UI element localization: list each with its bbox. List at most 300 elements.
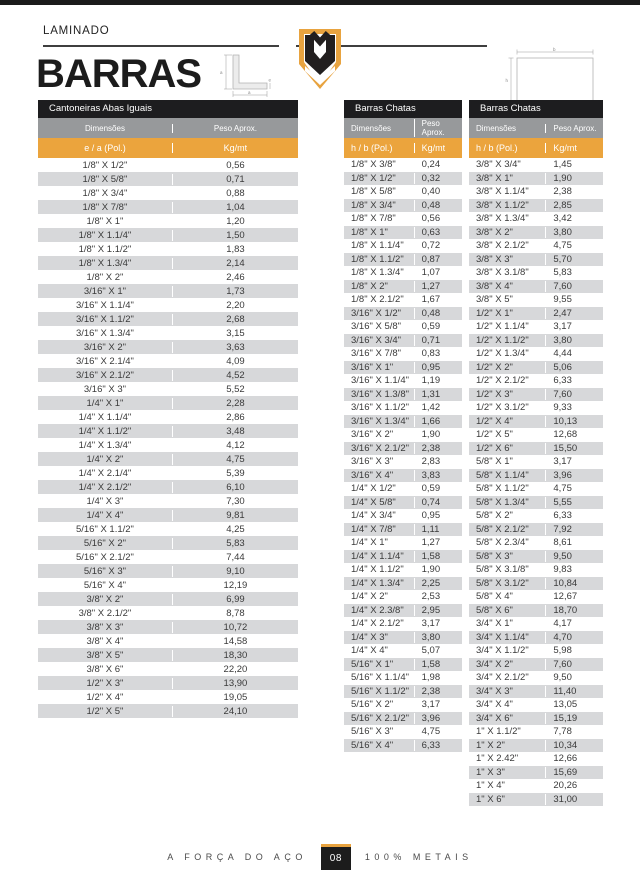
table-row [344,671,462,685]
weight-cell: 1,31 [414,389,462,400]
weight-cell: 0,87 [414,254,462,265]
table-title: Barras Chatas [469,100,603,118]
table-row [344,428,462,442]
table-row [38,508,298,522]
weight-cell: 4,09 [172,356,298,367]
weight-cell: 4,75 [414,726,462,737]
table-body [38,158,298,718]
dimension-cell: 1/8" X 1.3/4" [78,257,132,269]
brand-logo [297,27,343,91]
weight-cell: 15,19 [545,713,603,724]
angle-profile-diagram [213,50,273,100]
dimension-cell: 1/8" X 1/2" [82,159,128,171]
weight-cell: 1,20 [172,216,298,227]
weight-cell: 6,33 [545,510,603,521]
dimension-cell: 5/16" X 1.1/2" [75,523,134,535]
table-row [469,307,603,321]
dimension-cell: 5/8" X 6" [476,604,513,616]
weight-cell: 0,88 [172,188,298,199]
weight-cell: 2,85 [545,200,603,211]
dimension-cell: 3/4" X 3" [476,685,513,697]
dimension-cell: 3/8" X 2.1/2" [476,240,529,252]
weight-cell: 9,83 [545,564,603,575]
table-row [38,186,298,200]
weight-cell: 6,33 [414,740,462,751]
weight-cell: 1,66 [414,416,462,427]
dimension-cell: 1/8" X 1.1/2" [351,253,404,265]
dimension-cell: 1/4" X 7/8" [351,523,396,535]
weight-cell: 5,83 [545,267,603,278]
dimension-cell: 1/8" X 1.1/4" [351,240,404,252]
dimension-cell: 3/4" X 4" [476,699,513,711]
weight-cell: 1,42 [414,402,462,413]
dimension-cell: 5/8" X 2.3/4" [476,537,529,549]
table-row [344,158,462,172]
dimension-cell: 1/4" X 2.1/2" [351,618,404,630]
weight-cell: 0,71 [414,335,462,346]
dimension-cell: 3/16" X 2.1/2" [351,442,409,454]
dimension-cell: 3/16" X 1.3/4" [75,327,134,339]
table-row [469,698,603,712]
table-row [344,509,462,523]
dimension-cell: 5/8" X 4" [476,591,513,603]
table-row [469,239,603,253]
dimension-cell: 5/8" X 2" [476,510,513,522]
weight-cell: 0,24 [414,159,462,170]
table-row [344,361,462,375]
dimension-cell: 1/4" X 3" [351,631,388,643]
angle-thickness-label: e [268,77,272,83]
weight-cell: 2,38 [545,186,603,197]
table-row [469,671,603,685]
weight-cell: 3,17 [545,456,603,467]
dimension-cell: 5/16" X 3" [351,726,394,738]
dimension-cell: 5/16" X 2.1/2" [351,712,409,724]
weight-cell: 8,78 [172,608,298,619]
dimension-cell: 3/16" X 3" [351,456,394,468]
weight-cell: 0,95 [414,362,462,373]
dimension-cell: 3/8" X 4" [86,635,124,647]
table-row [469,428,603,442]
table-row [344,563,462,577]
page-number-badge: 08 [321,844,351,870]
table-row [38,228,298,242]
table-row [469,442,603,456]
table-row [469,401,603,415]
table-row [38,634,298,648]
table-row [469,766,603,780]
weight-cell: 2,28 [172,398,298,409]
table-row [344,226,462,240]
weight-cell: 9,33 [545,402,603,413]
weight-cell: 0,48 [414,200,462,211]
dimension-cell: 5/8" X 3.1/8" [476,564,529,576]
dimension-cell: 3/8" X 5" [86,649,124,661]
table-row [469,658,603,672]
weight-cell: 14,58 [172,636,298,647]
table-row [344,266,462,280]
dimension-cell: 3/16" X 3" [83,383,127,395]
weight-cell: 1,90 [545,173,603,184]
dimension-cell: 1/2" X 1" [476,307,513,319]
dimension-cell: 3/4" X 1.1/4" [476,631,529,643]
weight-cell: 7,60 [545,659,603,670]
weight-cell: 4,70 [545,632,603,643]
table-row [38,354,298,368]
table-row [38,396,298,410]
footer-slogan-right: 100% METAIS [364,852,473,862]
weight-cell: 1,90 [414,429,462,440]
table-row [344,442,462,456]
table-row [469,347,603,361]
weight-cell: 1,83 [172,244,298,255]
top-accent-bar [0,0,640,5]
weight-cell: 4,75 [545,240,603,251]
table-row [469,725,603,739]
unit-header-weight: Kg/mt [414,143,462,153]
dimension-cell: 3/16" X 1.3/4" [351,415,409,427]
table-row [344,725,462,739]
weight-cell: 4,25 [172,524,298,535]
weight-cell: 4,75 [545,483,603,494]
weight-cell: 3,96 [545,470,603,481]
flat-bars-table-2 [469,100,603,806]
column-header-dimensions: Dimensões [476,123,517,133]
flatbar-width-label: b [553,47,556,52]
dimension-cell: 1/2" X 5" [476,429,513,441]
table-row [344,523,462,537]
table-row [469,523,603,537]
dimension-cell: 3/16" X 1.1/4" [75,299,134,311]
table-row [469,226,603,240]
weight-cell: 9,50 [545,551,603,562]
table-row [344,604,462,618]
weight-cell: 1,27 [414,281,462,292]
table-row [469,536,603,550]
dimension-cell: 5/8" X 1.3/4" [476,496,529,508]
dimension-cell: 3/16" X 4" [351,469,394,481]
dimension-cell: 1" X 2" [476,739,505,751]
table-row [344,347,462,361]
weight-cell: 8,61 [545,537,603,548]
dimension-cell: 5/8" X 1.1/4" [476,469,529,481]
weight-cell: 3,63 [172,342,298,353]
table-row [38,480,298,494]
table-row [469,185,603,199]
weight-cell: 2,46 [172,272,298,283]
table-row [344,401,462,415]
table-row [344,307,462,321]
footer [0,844,640,870]
dimension-cell: 1/2" X 1.1/4" [476,321,529,333]
weight-cell: 4,17 [545,618,603,629]
dimension-cell: 3/16" X 1.1/2" [75,313,134,325]
dimension-cell: 1/4" X 3/4" [351,510,396,522]
weight-cell: 2,86 [172,412,298,423]
weight-cell: 1,98 [414,672,462,683]
table-row [38,690,298,704]
table-row [469,644,603,658]
weight-cell: 1,45 [545,159,603,170]
dimension-cell: 1" X 2.42" [476,753,519,765]
table-row [469,172,603,186]
weight-cell: 0,59 [414,483,462,494]
weight-cell: 6,10 [172,482,298,493]
weight-cell: 2,68 [172,314,298,325]
weight-cell: 0,72 [414,240,462,251]
dimension-cell: 5/8" X 2.1/2" [476,523,529,535]
table-row [344,199,462,213]
dimension-cell: 3/8" X 3/4" [476,159,521,171]
table-title: Cantoneiras Abas Iguais [38,100,298,118]
weight-cell: 1,73 [172,286,298,297]
dimension-cell: 1/4" X 1.3/4" [351,577,404,589]
weight-cell: 12,19 [172,580,298,591]
dimension-cell: 1/8" X 1" [86,215,124,227]
table-row [344,631,462,645]
table-row [38,494,298,508]
table-row [469,469,603,483]
table-row [469,577,603,591]
weight-cell: 1,11 [414,524,462,535]
weight-cell: 3,80 [545,227,603,238]
dimension-cell: 1" X 4" [476,780,505,792]
weight-cell: 5,07 [414,645,462,656]
dimension-cell: 3/16" X 7/8" [351,348,402,360]
table-row [344,536,462,550]
dimension-cell: 1/8" X 2" [86,271,124,283]
weight-cell: 0,83 [414,348,462,359]
dimension-cell: 1/4" X 4" [351,645,388,657]
weight-cell: 4,12 [172,440,298,451]
dimension-cell: 1/4" X 1" [351,537,388,549]
table-row [38,564,298,578]
table-body [469,158,603,806]
table-row [344,280,462,294]
weight-cell: 22,20 [172,664,298,675]
table-row [344,320,462,334]
unit-header-weight: Kg/mt [172,143,298,153]
dimension-cell: 1/2" X 1.3/4" [476,348,529,360]
dimension-cell: 1/2" X 2" [476,361,513,373]
table-title: Barras Chatas [344,100,462,118]
dimension-cell: 1/2" X 3" [86,677,124,689]
dimension-cell: 1/2" X 6" [476,442,513,454]
weight-cell: 10,34 [545,740,603,751]
weight-cell: 1,67 [414,294,462,305]
table-row [469,199,603,213]
weight-cell: 9,81 [172,510,298,521]
dimension-cell: 3/16" X 2.1/2" [75,369,134,381]
weight-cell: 6,99 [172,594,298,605]
angles-table [38,100,298,718]
weight-cell: 1,90 [414,564,462,575]
table-row [469,334,603,348]
table-row [38,578,298,592]
dimension-cell: 5/16" X 1" [351,658,394,670]
table-row [344,698,462,712]
table-row [469,455,603,469]
table-row [38,200,298,214]
weight-cell: 0,32 [414,173,462,184]
table-row [344,550,462,564]
table-unit-headers [469,138,603,158]
dimension-cell: 3/8" X 3.1/8" [476,267,529,279]
weight-cell: 3,15 [172,328,298,339]
table-row [344,253,462,267]
column-header-dimensions: Dimensões [351,123,392,133]
weight-cell: 0,56 [172,160,298,171]
dimension-cell: 1/4" X 2.1/2" [78,481,132,493]
weight-cell: 13,90 [172,678,298,689]
dimension-cell: 1/4" X 1.3/4" [78,439,132,451]
weight-cell: 2,47 [545,308,603,319]
footer-slogan-left: A FORÇA DO AÇO [167,852,307,862]
weight-cell: 5,70 [545,254,603,265]
weight-cell: 3,17 [414,699,462,710]
weight-cell: 0,40 [414,186,462,197]
table-row [344,212,462,226]
category-label: LAMINADO [43,25,110,37]
dimension-cell: 1/8" X 7/8" [82,201,128,213]
dimension-cell: 3/8" X 4" [476,280,513,292]
weight-cell: 0,63 [414,227,462,238]
dimension-cell: 5/16" X 2" [351,699,394,711]
table-row [469,739,603,753]
unit-header-dimensions: h / b (Pol.) [476,143,518,153]
weight-cell: 5,52 [172,384,298,395]
weight-cell: 0,74 [414,497,462,508]
weight-cell: 9,55 [545,294,603,305]
unit-header-dimensions: e / a (Pol.) [84,143,126,153]
table-unit-headers [344,138,462,158]
dimension-cell: 3/8" X 6" [86,663,124,675]
table-row [38,592,298,606]
dimension-cell: 3/4" X 1.1/2" [476,645,529,657]
table-row [469,496,603,510]
dimension-cell: 3/8" X 2" [476,226,513,238]
dimension-cell: 3/16" X 1" [83,285,127,297]
weight-cell: 1,19 [414,375,462,386]
dimension-cell: 3/16" X 1.3/8" [351,388,409,400]
dimension-cell: 3/8" X 3" [476,253,513,265]
weight-cell: 2,38 [414,686,462,697]
dimension-cell: 1/8" X 3/8" [351,159,396,171]
weight-cell: 1,04 [172,202,298,213]
table-row [469,685,603,699]
dimension-cell: 1/2" X 5" [86,705,124,717]
table-row [469,779,603,793]
dimension-cell: 3/8" X 3" [86,621,124,633]
column-header-weight: Peso Aprox. [172,124,298,133]
table-row [344,577,462,591]
header-rule-left [43,45,279,47]
dimension-cell: 1/4" X 2.1/4" [78,467,132,479]
table-row [344,617,462,631]
dimension-cell: 1/4" X 2" [86,453,124,465]
weight-cell: 7,92 [545,524,603,535]
table-row [469,374,603,388]
table-row [38,536,298,550]
weight-cell: 0,71 [172,174,298,185]
dimension-cell: 1/4" X 1/2" [351,483,396,495]
weight-cell: 2,95 [414,605,462,616]
dimension-cell: 1/4" X 1.1/2" [78,425,132,437]
table-row [344,185,462,199]
table-row [344,469,462,483]
weight-cell: 7,30 [172,496,298,507]
table-row [344,388,462,402]
table-row [469,361,603,375]
dimension-cell: 1/2" X 3" [476,388,513,400]
weight-cell: 15,69 [545,767,603,778]
weight-cell: 6,33 [545,375,603,386]
weight-cell: 11,40 [545,686,603,697]
table-row [38,438,298,452]
weight-cell: 2,53 [414,591,462,602]
dimension-cell: 1/4" X 5/8" [351,496,396,508]
dimension-cell: 5/16" X 2.1/2" [75,551,134,563]
table-row [38,242,298,256]
dimension-cell: 1/8" X 1.1/2" [78,243,132,255]
table-row [38,620,298,634]
dimension-cell: 3/16" X 2.1/4" [75,355,134,367]
weight-cell: 10,72 [172,622,298,633]
table-row [469,617,603,631]
weight-cell: 15,50 [545,443,603,454]
dimension-cell: 1/8" X 1" [351,226,388,238]
dimension-cell: 1" X 1.1/2" [476,726,521,738]
table-unit-headers [38,138,298,158]
dimension-cell: 3/8" X 2.1/2" [78,607,132,619]
weight-cell: 5,83 [172,538,298,549]
table-column-headers [344,118,462,138]
weight-cell: 0,95 [414,510,462,521]
weight-cell: 2,38 [414,443,462,454]
dimension-cell: 5/16" X 4" [351,739,394,751]
dimension-cell: 5/16" X 2" [83,537,127,549]
dimension-cell: 1/2" X 4" [476,415,513,427]
table-row [469,415,603,429]
weight-cell: 1,50 [172,230,298,241]
weight-cell: 1,27 [414,537,462,548]
weight-cell: 4,52 [172,370,298,381]
dimension-cell: 1/8" X 2" [351,280,388,292]
weight-cell: 1,07 [414,267,462,278]
table-row [344,374,462,388]
dimension-cell: 1/4" X 1.1/4" [78,411,132,423]
table-column-headers [469,118,603,138]
table-row [38,368,298,382]
dimension-cell: 3/16" X 1/2" [351,307,402,319]
dimension-cell: 5/16" X 4" [83,579,127,591]
dimension-cell: 1/4" X 1.1/2" [351,564,404,576]
page-title: BARRAS [36,52,202,96]
table-row [38,550,298,564]
table-row [344,455,462,469]
dimension-cell: 3/8" X 5" [476,294,513,306]
table-body [344,158,462,752]
dimension-cell: 1/8" X 1.1/4" [78,229,132,241]
table-row [38,704,298,718]
table-row [38,452,298,466]
table-row [38,270,298,284]
table-row [469,604,603,618]
table-row [469,631,603,645]
unit-header-dimensions: h / b (Pol.) [351,143,393,153]
weight-cell: 31,00 [545,794,603,805]
column-header-weight: Peso Aprox. [545,124,603,133]
